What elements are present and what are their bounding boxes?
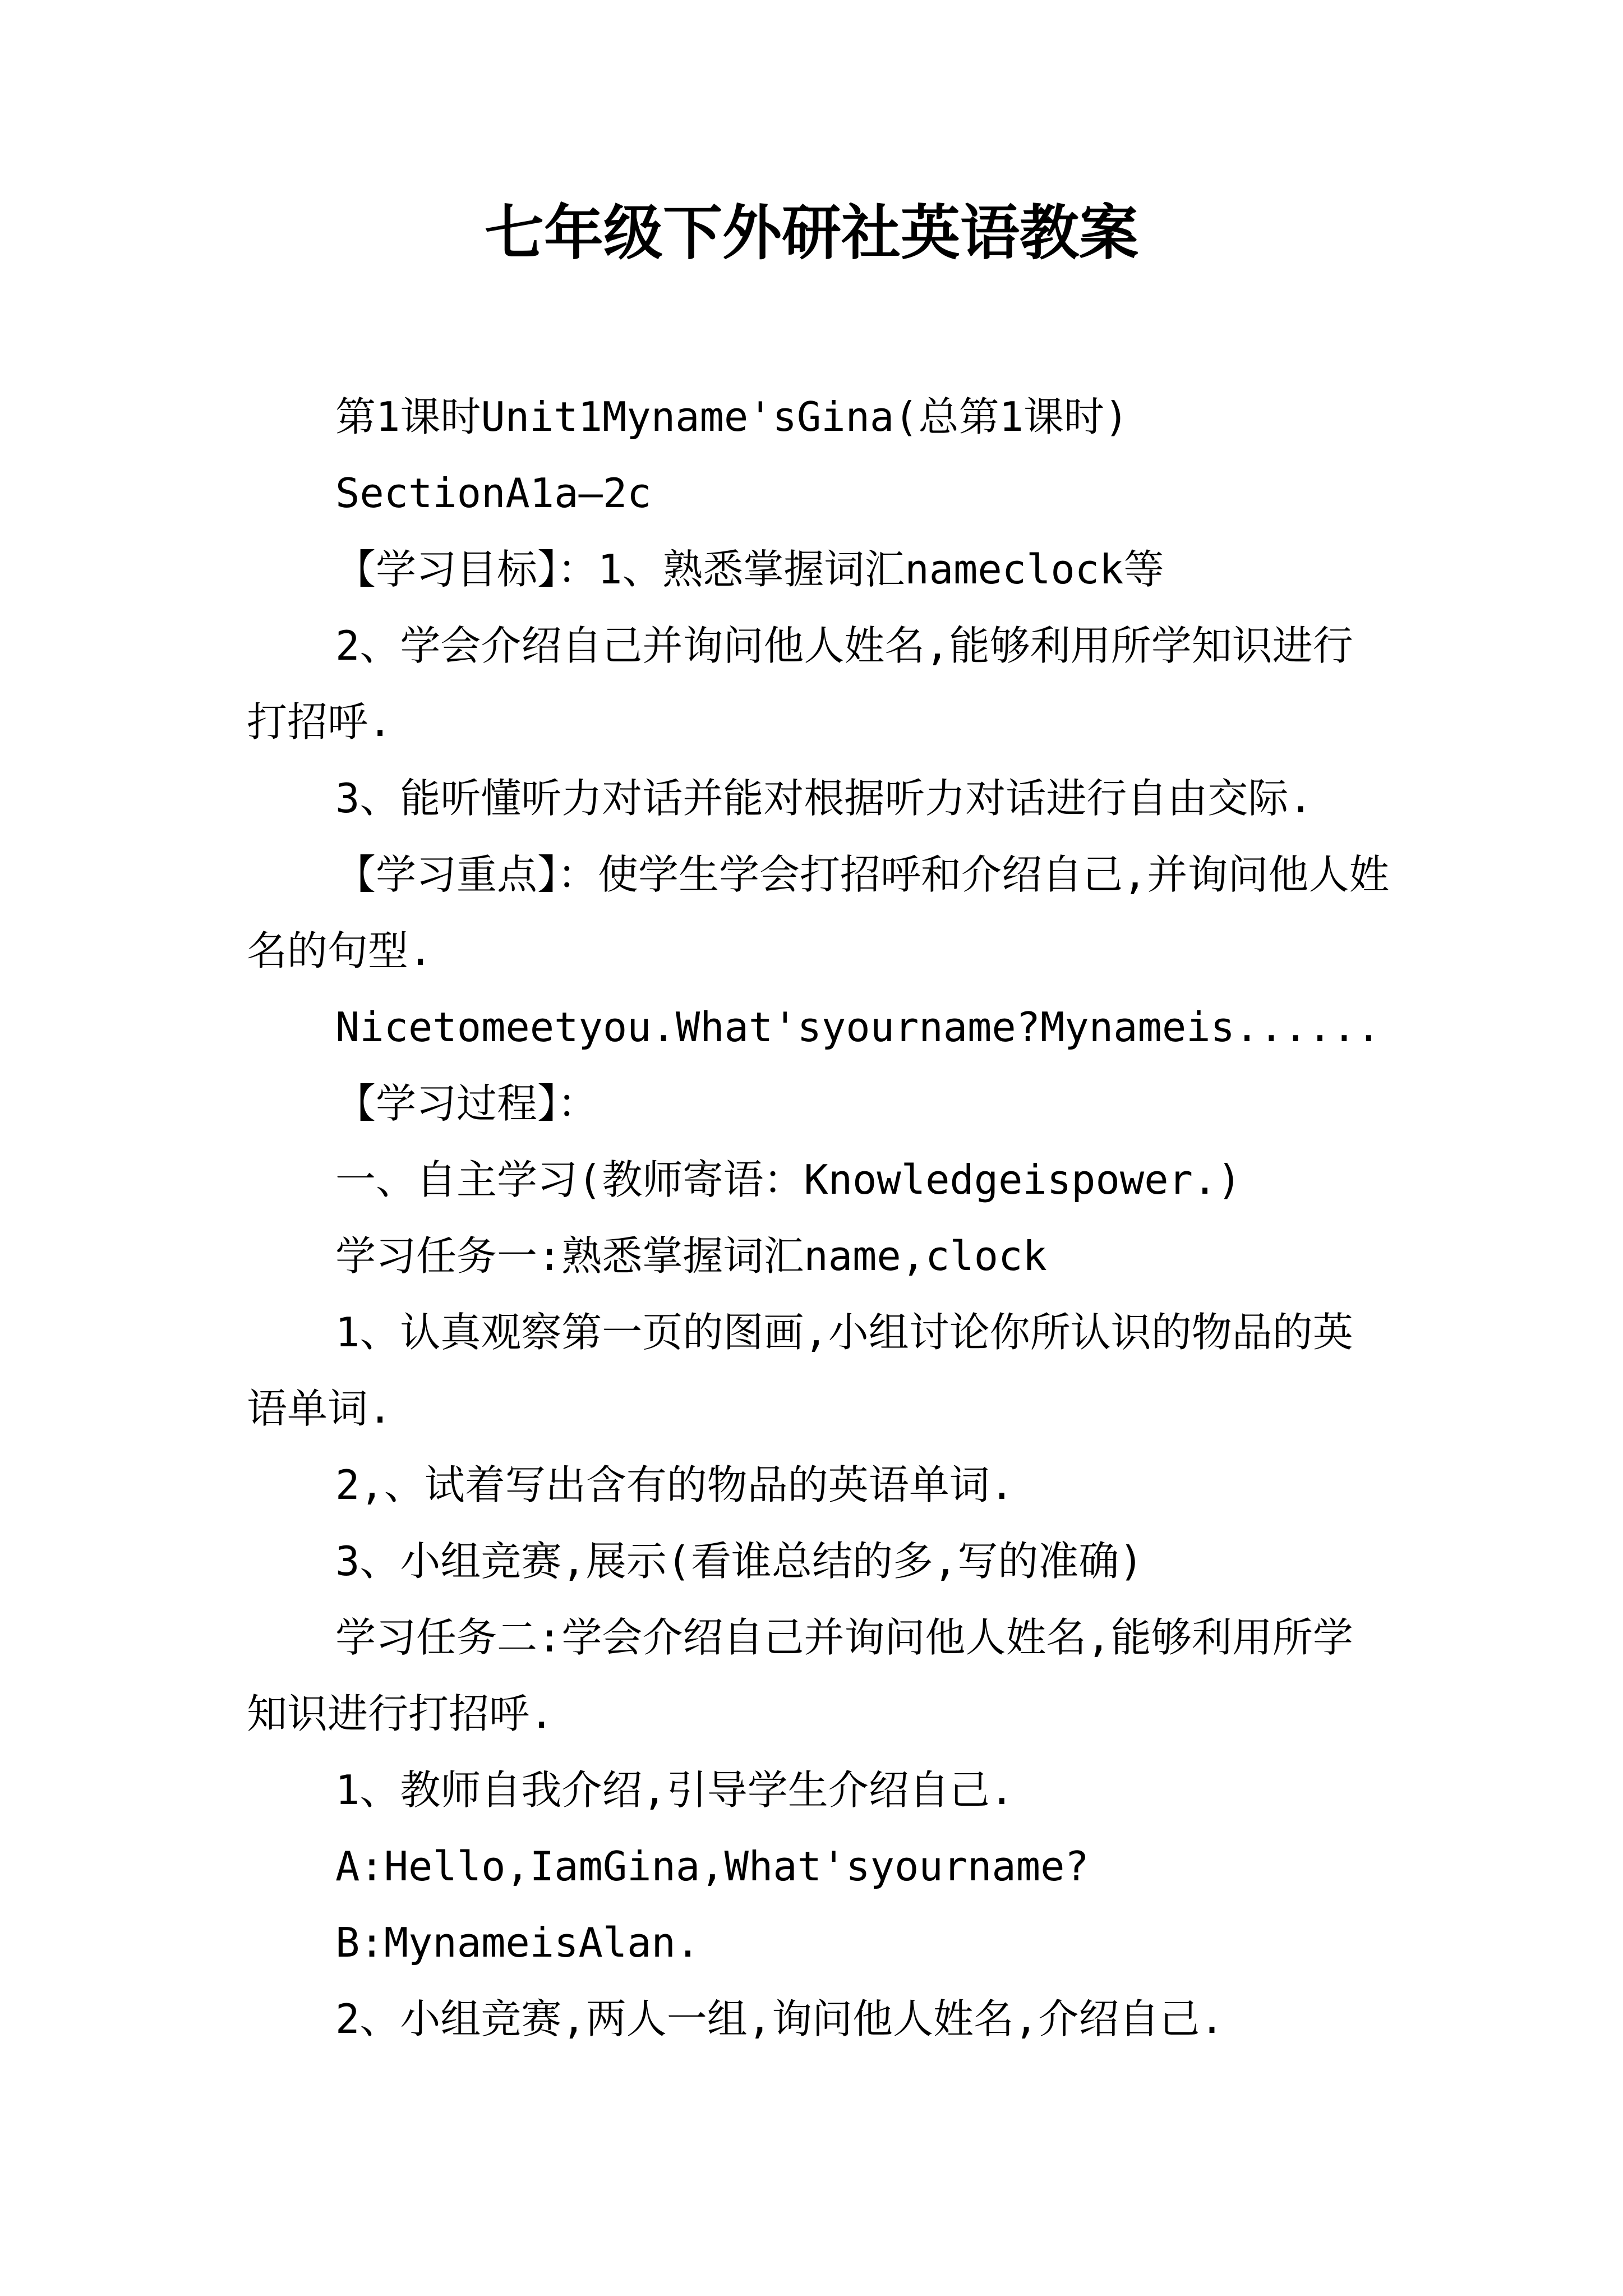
paragraph-dialogue-a: A:Hello,IamGina,What'syourname? (335, 1843, 1089, 1890)
paragraph-learning-goals: 【学习目标】：1、熟悉掌握词汇nameclock等 (335, 546, 1164, 593)
paragraph-task-1-step-1: 1、认真观察第一页的图画,小组讨论你所认识的物品的英语单词. (247, 1309, 1353, 1432)
paragraph-sentence-pattern: Nicetomeetyou.What'syourname?Mynameis...... (335, 1004, 1381, 1051)
paragraph-task-1-step-2: 2,、试着写出含有的物品的英语单词. (335, 1461, 1015, 1508)
paragraph-process-heading: 【学习过程】： (335, 1080, 598, 1127)
paragraph-lesson-heading: 第1课时Unit1Myname'sGina(总第1课时) (335, 393, 1129, 440)
paragraph-task-1: 学习任务一:熟悉掌握词汇name,clock (335, 1232, 1047, 1280)
paragraph-section: SectionA1a—2c (335, 470, 652, 517)
paragraph-task-2-step-1: 1、教师自我介绍,引导学生介绍自己. (335, 1766, 1015, 1814)
paragraph-self-study: 一、自主学习(教师寄语：Knowledgeispower.) (335, 1156, 1242, 1203)
paragraph-task-2-step-2: 2、小组竞赛,两人一组,询问他人姓名,介绍自己. (335, 1995, 1224, 2042)
paragraph-task-1-step-3: 3、小组竞赛,展示(看谁总结的多,写的准确) (335, 1538, 1144, 1585)
paragraph-key-points: 【学习重点】：使学生学会打招呼和介绍自己,并询问他人姓名的句型. (247, 851, 1390, 974)
document-body (247, 379, 1391, 2057)
document-title: 七年级下外研社英语教案 (485, 197, 1138, 268)
paragraph-goal-3: 3、能听懂听力对话并能对根据听力对话进行自由交际. (335, 775, 1313, 822)
paragraph-dialogue-b: B:MynameisAlan. (335, 1919, 700, 1966)
paragraph-goal-2: 2、学会介绍自己并询问他人姓名,能够利用所学知识进行打招呼. (247, 622, 1353, 746)
paragraph-task-2: 学习任务二:学会介绍自己并询问他人姓名,能够利用所学知识进行打招呼. (247, 1614, 1353, 1737)
